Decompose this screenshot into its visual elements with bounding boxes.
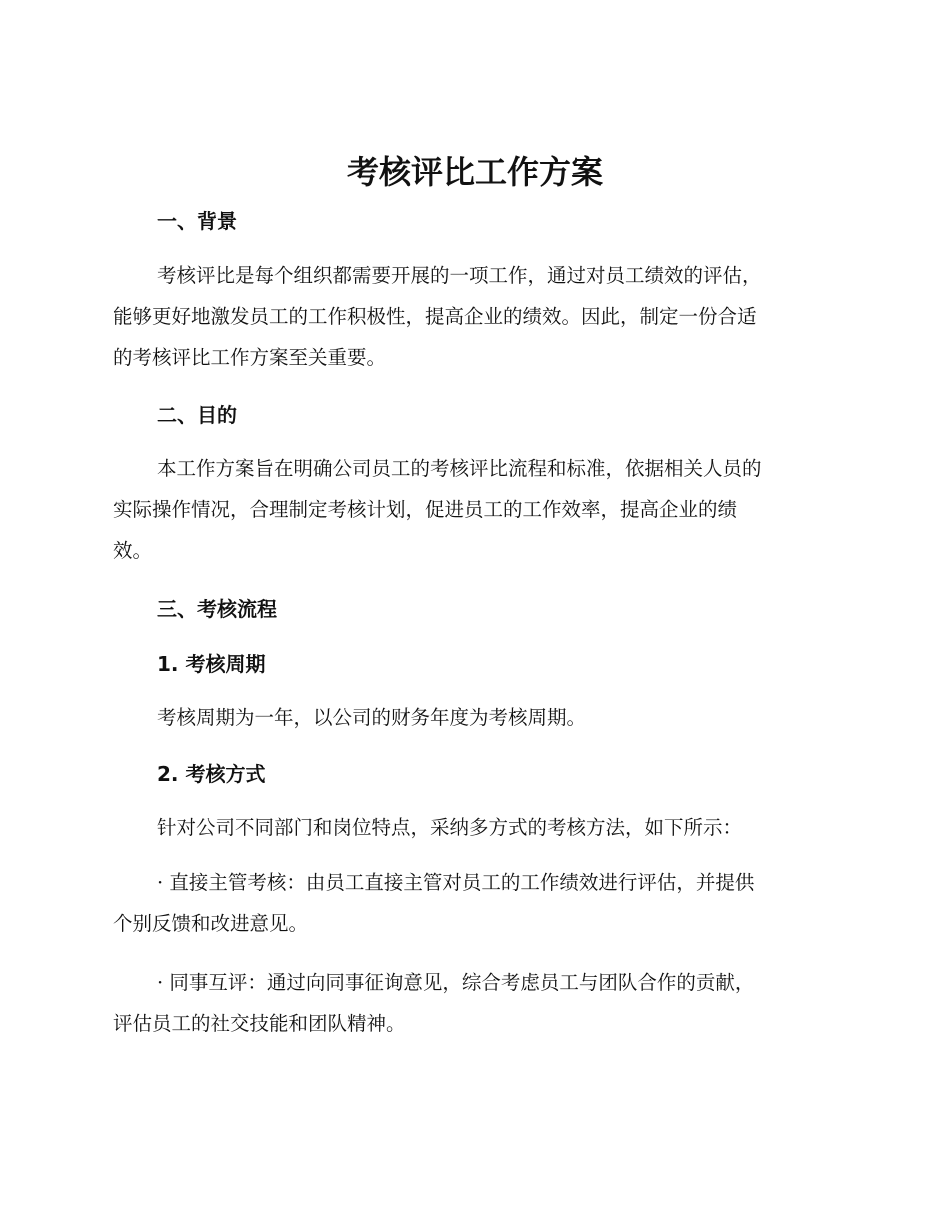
bullet-item-supervisor-review (113, 862, 833, 944)
bullet-item-peer-review (113, 962, 833, 1044)
paragraph-line: 能够更好地激发员工的工作积极性，提高企业的绩效。因此，制定一份合适 (113, 305, 757, 328)
section-heading-process: 三、考核流程 (157, 597, 277, 621)
document-title: 考核评比工作方案 (346, 153, 603, 191)
paragraph-line: 效。 (113, 539, 153, 562)
paragraph-line: 本工作方案旨在明确公司员工的考核评比流程和标准，依据相关人员的 (157, 457, 762, 480)
bullet-line: · 直接主管考核：由员工直接主管对员工的工作绩效进行评估，并提供 (157, 871, 755, 894)
bullet-line: 评估员工的社交技能和团队精神。 (113, 1012, 406, 1035)
subsection-heading-cycle: 1. 考核周期 (157, 652, 266, 676)
paragraph-cycle: 考核周期为一年，以公司的财务年度为考核周期。 (157, 706, 587, 729)
paragraph-purpose (113, 448, 833, 571)
bullet-line: · 同事互评：通过向同事征询意见，综合考虑员工与团队合作的贡献， (157, 971, 755, 994)
paragraph-background (113, 255, 833, 378)
paragraph-line: 的考核评比工作方案至关重要。 (113, 346, 387, 369)
subsection-heading-method: 2. 考核方式 (157, 762, 266, 786)
paragraph-line: 考核评比是每个组织都需要开展的一项工作，通过对员工绩效的评估， (157, 264, 762, 287)
section-heading-background: 一、背景 (157, 209, 237, 233)
paragraph-method-intro: 针对公司不同部门和岗位特点，采纳多方式的考核方法，如下所示： (157, 816, 743, 839)
section-heading-purpose: 二、目的 (157, 403, 237, 427)
paragraph-line: 实际操作情况，合理制定考核计划，促进员工的工作效率，提高企业的绩 (113, 498, 738, 521)
bullet-line: 个别反馈和改进意见。 (113, 912, 309, 935)
